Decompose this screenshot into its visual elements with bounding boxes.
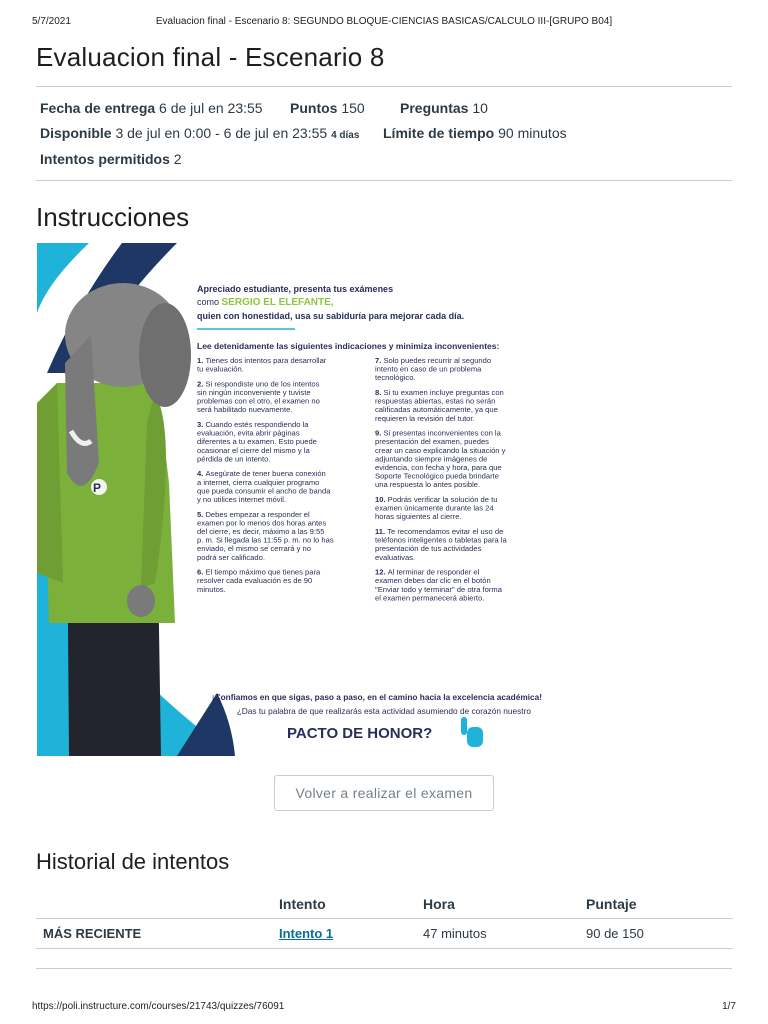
banner-lead: Lee detenidamente las siguientes indicaciones y minimiza inconvenientes:: [197, 341, 500, 351]
col-attempt-header: Intento: [279, 896, 326, 912]
table-divider: [36, 918, 733, 919]
banner-greeting-2: [197, 297, 334, 308]
banner-instruction-item: [197, 568, 321, 594]
col-score-header: Puntaje: [586, 896, 637, 912]
banner-instruction-text: Te recomendamos evitar el uso de: [387, 527, 504, 536]
banner-instruction-item: [375, 495, 497, 521]
print-date: 5/7/2021: [32, 16, 71, 27]
attempt-1-link[interactable]: Intento 1: [279, 926, 334, 941]
banner-instruction-text: calificadas automáticamente, ya que: [375, 405, 498, 415]
banner-instruction-text: intento en caso de un problema: [375, 364, 482, 374]
banner-instruction-number: 12.: [375, 567, 388, 577]
quiz-questions: [400, 100, 488, 116]
banner-instruction-item: [375, 429, 506, 490]
banner-instruction-text: examen debes dar clic en el botón: [375, 576, 491, 586]
banner-instruction-line: [375, 373, 416, 382]
banner-instruction-text: pérdida de un intento.: [197, 454, 271, 464]
banner-instruction-line: [375, 553, 415, 562]
banner-instruction-line: [197, 405, 292, 414]
attempt-score: 90 de 150: [586, 926, 644, 941]
available-label: Disponible: [40, 125, 112, 141]
available-days: 4 días: [331, 130, 360, 141]
banner-instruction-text: enviado, el mismo se cerrará y no: [197, 544, 311, 554]
page-title: Evaluacion final - Escenario 8: [36, 42, 385, 72]
banner-instruction-text: Si presentas inconvenientes con la: [383, 428, 501, 438]
banner-instruction-text: "Enviar todo y terminar" de otra forma: [375, 584, 502, 594]
retake-quiz-button[interactable]: Volver a realizar el examen: [274, 775, 494, 811]
banner-instruction-text: resolver cada evaluación es de 90: [197, 576, 313, 586]
due-value: 6 de jul en 23:55: [159, 100, 263, 116]
banner-instruction-text: ocasionar el cierre del mismo y la: [197, 445, 310, 455]
banner-instruction-text: adjuntando siempre imágenes de: [375, 454, 488, 464]
banner-instruction-text: evaluativas.: [375, 552, 416, 562]
banner-instruction-number: 8.: [375, 388, 384, 397]
banner-instruction-number: 4.: [197, 469, 206, 479]
banner-instruction-text: evidencia, con fecha y hora, para que: [375, 463, 502, 472]
banner-instruction-text: diferentes a tu examen. Esto puede: [197, 437, 317, 447]
banner-instruction-text: podrá ser calificado.: [197, 552, 265, 562]
banner-instruction-number: 6.: [197, 567, 206, 577]
banner-instruction-text: tu evaluación.: [197, 364, 244, 374]
banner-instruction-item: [197, 510, 334, 562]
banner-instruction-text: p. m. Si llegada las 11:55 p. m. no lo has: [197, 535, 334, 545]
banner-instruction-text: Si respondiste uno de los intentos: [205, 379, 320, 389]
divider: [36, 180, 732, 181]
banner-instruction-text: Cuando estés respondiendo la: [205, 420, 309, 429]
banner-closing-2: ¿Das tu palabra de que realizarás esta actividad asumiendo de corazón nuestro: [236, 706, 531, 716]
banner-instruction-text: sin ningún inconveniente y tuviste: [197, 388, 311, 397]
divider: [36, 968, 732, 969]
banner-instruction-text: Soporte Tecnológico pueda brindarte: [375, 471, 499, 481]
banner-instruction-line: [197, 495, 286, 504]
quiz-available: [40, 125, 359, 141]
instructions-heading: Instrucciones: [36, 202, 190, 232]
banner-instruction-text: será habilitado nuevamente.: [197, 405, 293, 415]
quiz-attempts: [40, 151, 182, 167]
banner-instruction-number: 3.: [197, 420, 206, 429]
banner-instruction-text: teléfonos inteligentes o tabletas para la: [375, 535, 507, 545]
banner-instruction-line: [197, 585, 226, 594]
time-limit-value: 90 minutos: [498, 125, 567, 141]
banner-instruction-text: Asegúrate de tener buena conexión: [205, 469, 326, 479]
banner-mascot-name: SERGIO EL ELEFANTE,: [221, 297, 334, 308]
attempts-value: 2: [173, 151, 182, 167]
col-time-header: Hora: [423, 896, 455, 912]
banner-instruction-number: 10.: [375, 495, 388, 504]
available-value: 3 de jul en 0:00 - 6 de jul en 23:55: [115, 125, 328, 141]
banner-greeting-1: Apreciado estudiante, presenta tus exámenes: [197, 284, 394, 294]
banner-instruction-number: 9.: [375, 428, 384, 438]
instructions-banner: [37, 243, 545, 756]
banner-instruction-text: presentación de tus actividades: [375, 544, 482, 554]
banner-instruction-item: [197, 420, 317, 463]
banner-instruction-text: Debes empezar a responder el: [205, 509, 310, 519]
banner-instruction-text: examen únicamente durante las 24: [375, 503, 494, 513]
banner-instruction-text: a internet, cierra cualquier programo: [197, 477, 320, 487]
banner-instruction-item: [197, 379, 320, 414]
banner-instruction-number: 11.: [375, 527, 388, 536]
banner-instruction-item: [197, 356, 327, 374]
divider: [36, 86, 732, 87]
banner-left-column: [197, 356, 334, 594]
banner-instruction-text: una respuesta lo antes posible.: [375, 480, 481, 490]
banner-instruction-text: minutos.: [197, 584, 226, 594]
banner-instruction-number: 5.: [197, 509, 206, 519]
banner-instruction-text: problemas con el otro, el examen no: [197, 396, 320, 406]
banner-greeting-3: quien con honestidad, usa su sabiduría para mejorar cada día.: [197, 311, 465, 321]
points-value: 150: [341, 100, 365, 116]
attempts-label: Intentos permitidos: [40, 151, 170, 167]
banner-instruction-text: respuestas abiertas, estas no serán: [375, 396, 496, 406]
banner-instruction-number: 1.: [197, 356, 206, 365]
banner-instruction-text: tecnológico.: [375, 373, 416, 383]
banner-instruction-text: y no utilices internet móvil.: [197, 495, 287, 504]
banner-instruction-text: el examen permanecerá abierto.: [375, 593, 485, 603]
pointing-hand-icon: [461, 717, 483, 747]
banner-instruction-text: Podrás verificar la solución de tu: [387, 495, 498, 504]
banner-instruction-text: presentación del examen, puedes: [375, 437, 489, 447]
banner-instruction-number: 7.: [375, 356, 384, 365]
banner-right-column: [375, 356, 507, 602]
hoodie-logo: P: [93, 481, 102, 495]
row-label: MÁS RECIENTE: [43, 926, 142, 941]
banner-instruction-line: [375, 593, 484, 602]
banner-instruction-item: [375, 527, 507, 562]
banner-instruction-line: [375, 512, 462, 521]
banner-pacto: PACTO DE HONOR?: [287, 725, 433, 742]
quiz-points: [290, 100, 365, 116]
banner-instruction-text: Al terminar de responder el: [387, 567, 480, 577]
banner-instruction-text: Solo puedes recurrir al segundo: [383, 356, 492, 365]
time-limit-label: Límite de tiempo: [383, 125, 495, 141]
banner-instruction-text: El tiempo máximo que tienes para: [205, 567, 321, 577]
banner-instruction-text: evaluación, evita abrir páginas: [197, 428, 300, 438]
banner-instruction-line: [197, 454, 270, 463]
table-divider: [36, 948, 733, 949]
points-label: Puntos: [290, 100, 338, 116]
banner-instruction-item: [375, 388, 504, 423]
banner-instruction-text: crear un caso explicando la situación y: [375, 445, 506, 455]
quiz-time-limit: [383, 125, 567, 141]
questions-label: Preguntas: [400, 100, 469, 116]
banner-greeting-2-prefix: como: [197, 297, 222, 307]
banner-instruction-text: requieren la revisión del tutor.: [375, 413, 475, 423]
banner-instruction-text: que pueda consumir el ancho de banda: [197, 486, 331, 496]
banner-instruction-item: [375, 568, 503, 603]
banner-instruction-line: [375, 480, 480, 489]
banner-instruction-text: examen por lo menos dos horas antes: [197, 518, 327, 528]
banner-instruction-item: [375, 356, 491, 382]
banner-instruction-line: [375, 414, 475, 423]
attempt-time: 47 minutos: [423, 926, 487, 941]
banner-instruction-text: Si tu examen incluye preguntas con: [383, 388, 504, 397]
history-heading: Historial de intentos: [36, 849, 230, 874]
banner-instruction-number: 2.: [197, 379, 206, 389]
quiz-due: [40, 100, 263, 116]
banner-instruction-line: [197, 365, 244, 374]
print-url: https://poli.instructure.com/courses/21743/quizzes/76091: [32, 1001, 285, 1012]
banner-graphic: [37, 243, 545, 756]
banner-instruction-line: [197, 553, 265, 562]
banner-instruction-text: del cierre, es decir, máximo a las 9:55: [197, 527, 325, 536]
print-page-number: 1/7: [722, 1001, 736, 1012]
banner-instruction-text: Tienes dos intentos para desarrollar: [205, 356, 327, 365]
banner-instruction-text: horas siguientes al cierre.: [375, 512, 462, 522]
banner-instruction-item: [197, 469, 331, 504]
banner-closing-1: ¡Confiamos en que sigas, paso a paso, en el camino hacia la excelencia académica!: [211, 692, 542, 702]
print-doc-title: Evaluacion final - Escenario 8: SEGUNDO BLOQUE-CIENCIAS BASICAS/CALCULO III-[GRUPO B04]: [155, 16, 613, 27]
due-label: Fecha de entrega: [40, 100, 156, 116]
questions-value: 10: [472, 100, 488, 116]
